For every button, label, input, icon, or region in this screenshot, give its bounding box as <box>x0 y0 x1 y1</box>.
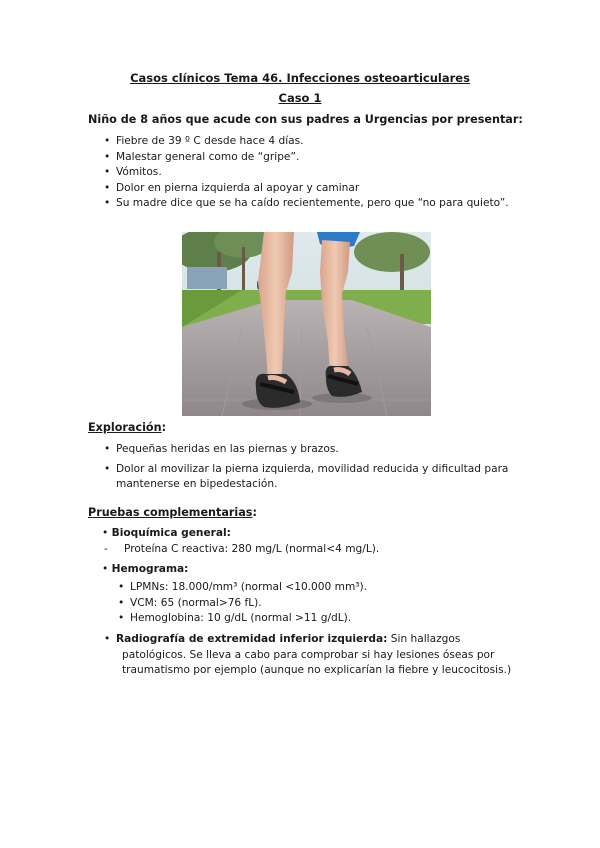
list-item: • LPMNs: 18.000/mm³ (normal <10.000 mm³). <box>116 580 516 596</box>
radiografia-label: Radiografía de extremidad inferior izquierda: <box>116 633 388 645</box>
case-intro: Niño de 8 años que acude con sus padres a Urgencias por presentar: <box>88 113 523 126</box>
radiografia-block <box>102 632 522 679</box>
exploracion-list <box>102 442 532 497</box>
exploracion-heading-colon: : <box>161 421 167 434</box>
list-item: • Pequeñas heridas en las piernas y brazos. <box>102 442 532 458</box>
hemograma-list <box>116 580 516 627</box>
list-item: • Su madre dice que se ha caído recientemente, pero que “no para quieto”. <box>102 196 522 212</box>
list-item: • Fiebre de 39 º C desde hace 4 días. <box>102 134 522 150</box>
document-title: Casos clínicos Tema 46. Infecciones osteoarticulares <box>130 71 470 85</box>
radiografia-text-2: patológicos. Se lleva a cabo para comprobar si hay lesiones óseas por traumatismo por ejemplo (aunque no explicarían la fiebre y leucocitosis.) <box>122 648 512 676</box>
exploracion-heading-text: Exploración <box>88 421 162 434</box>
bioquimica-dash: - <box>104 543 108 555</box>
bullet-icon: • <box>104 633 111 645</box>
bioquimica-label: Bioquímica general: <box>111 527 231 539</box>
pruebas-heading-colon: : <box>252 506 257 519</box>
symptom-list <box>102 134 522 212</box>
child-legs-photo <box>182 232 431 416</box>
list-item: • Dolor en pierna izquierda al apoyar y caminar <box>102 181 522 197</box>
list-item: • Malestar general como de “gripe”. <box>102 150 522 166</box>
hemograma-label-row: • Hemograma: <box>102 563 189 575</box>
list-item: • Vómitos. <box>102 165 522 181</box>
bioquimica-item: Proteína C reactiva: 280 mg/L (normal<4 mg/L). <box>124 543 380 555</box>
hemograma-label: Hemograma: <box>111 563 189 575</box>
exploracion-heading <box>88 421 166 434</box>
case-label: Caso 1 <box>278 91 322 105</box>
bioquimica-label-row: • Bioquímica general: <box>102 527 231 539</box>
radiografia-text-1: Sin hallazgos <box>387 633 461 645</box>
list-item: • VCM: 65 (normal>76 fL). <box>116 596 516 612</box>
pruebas-heading-text: Pruebas complementarias <box>88 506 253 519</box>
list-item: • Hemoglobina: 10 g/dL (normal >11 g/dL). <box>116 611 516 627</box>
list-item: • Dolor al movilizar la pierna izquierda, movilidad reducida y dificultad para mantenerse en bipedestación. <box>102 462 532 493</box>
pruebas-heading <box>88 506 257 519</box>
